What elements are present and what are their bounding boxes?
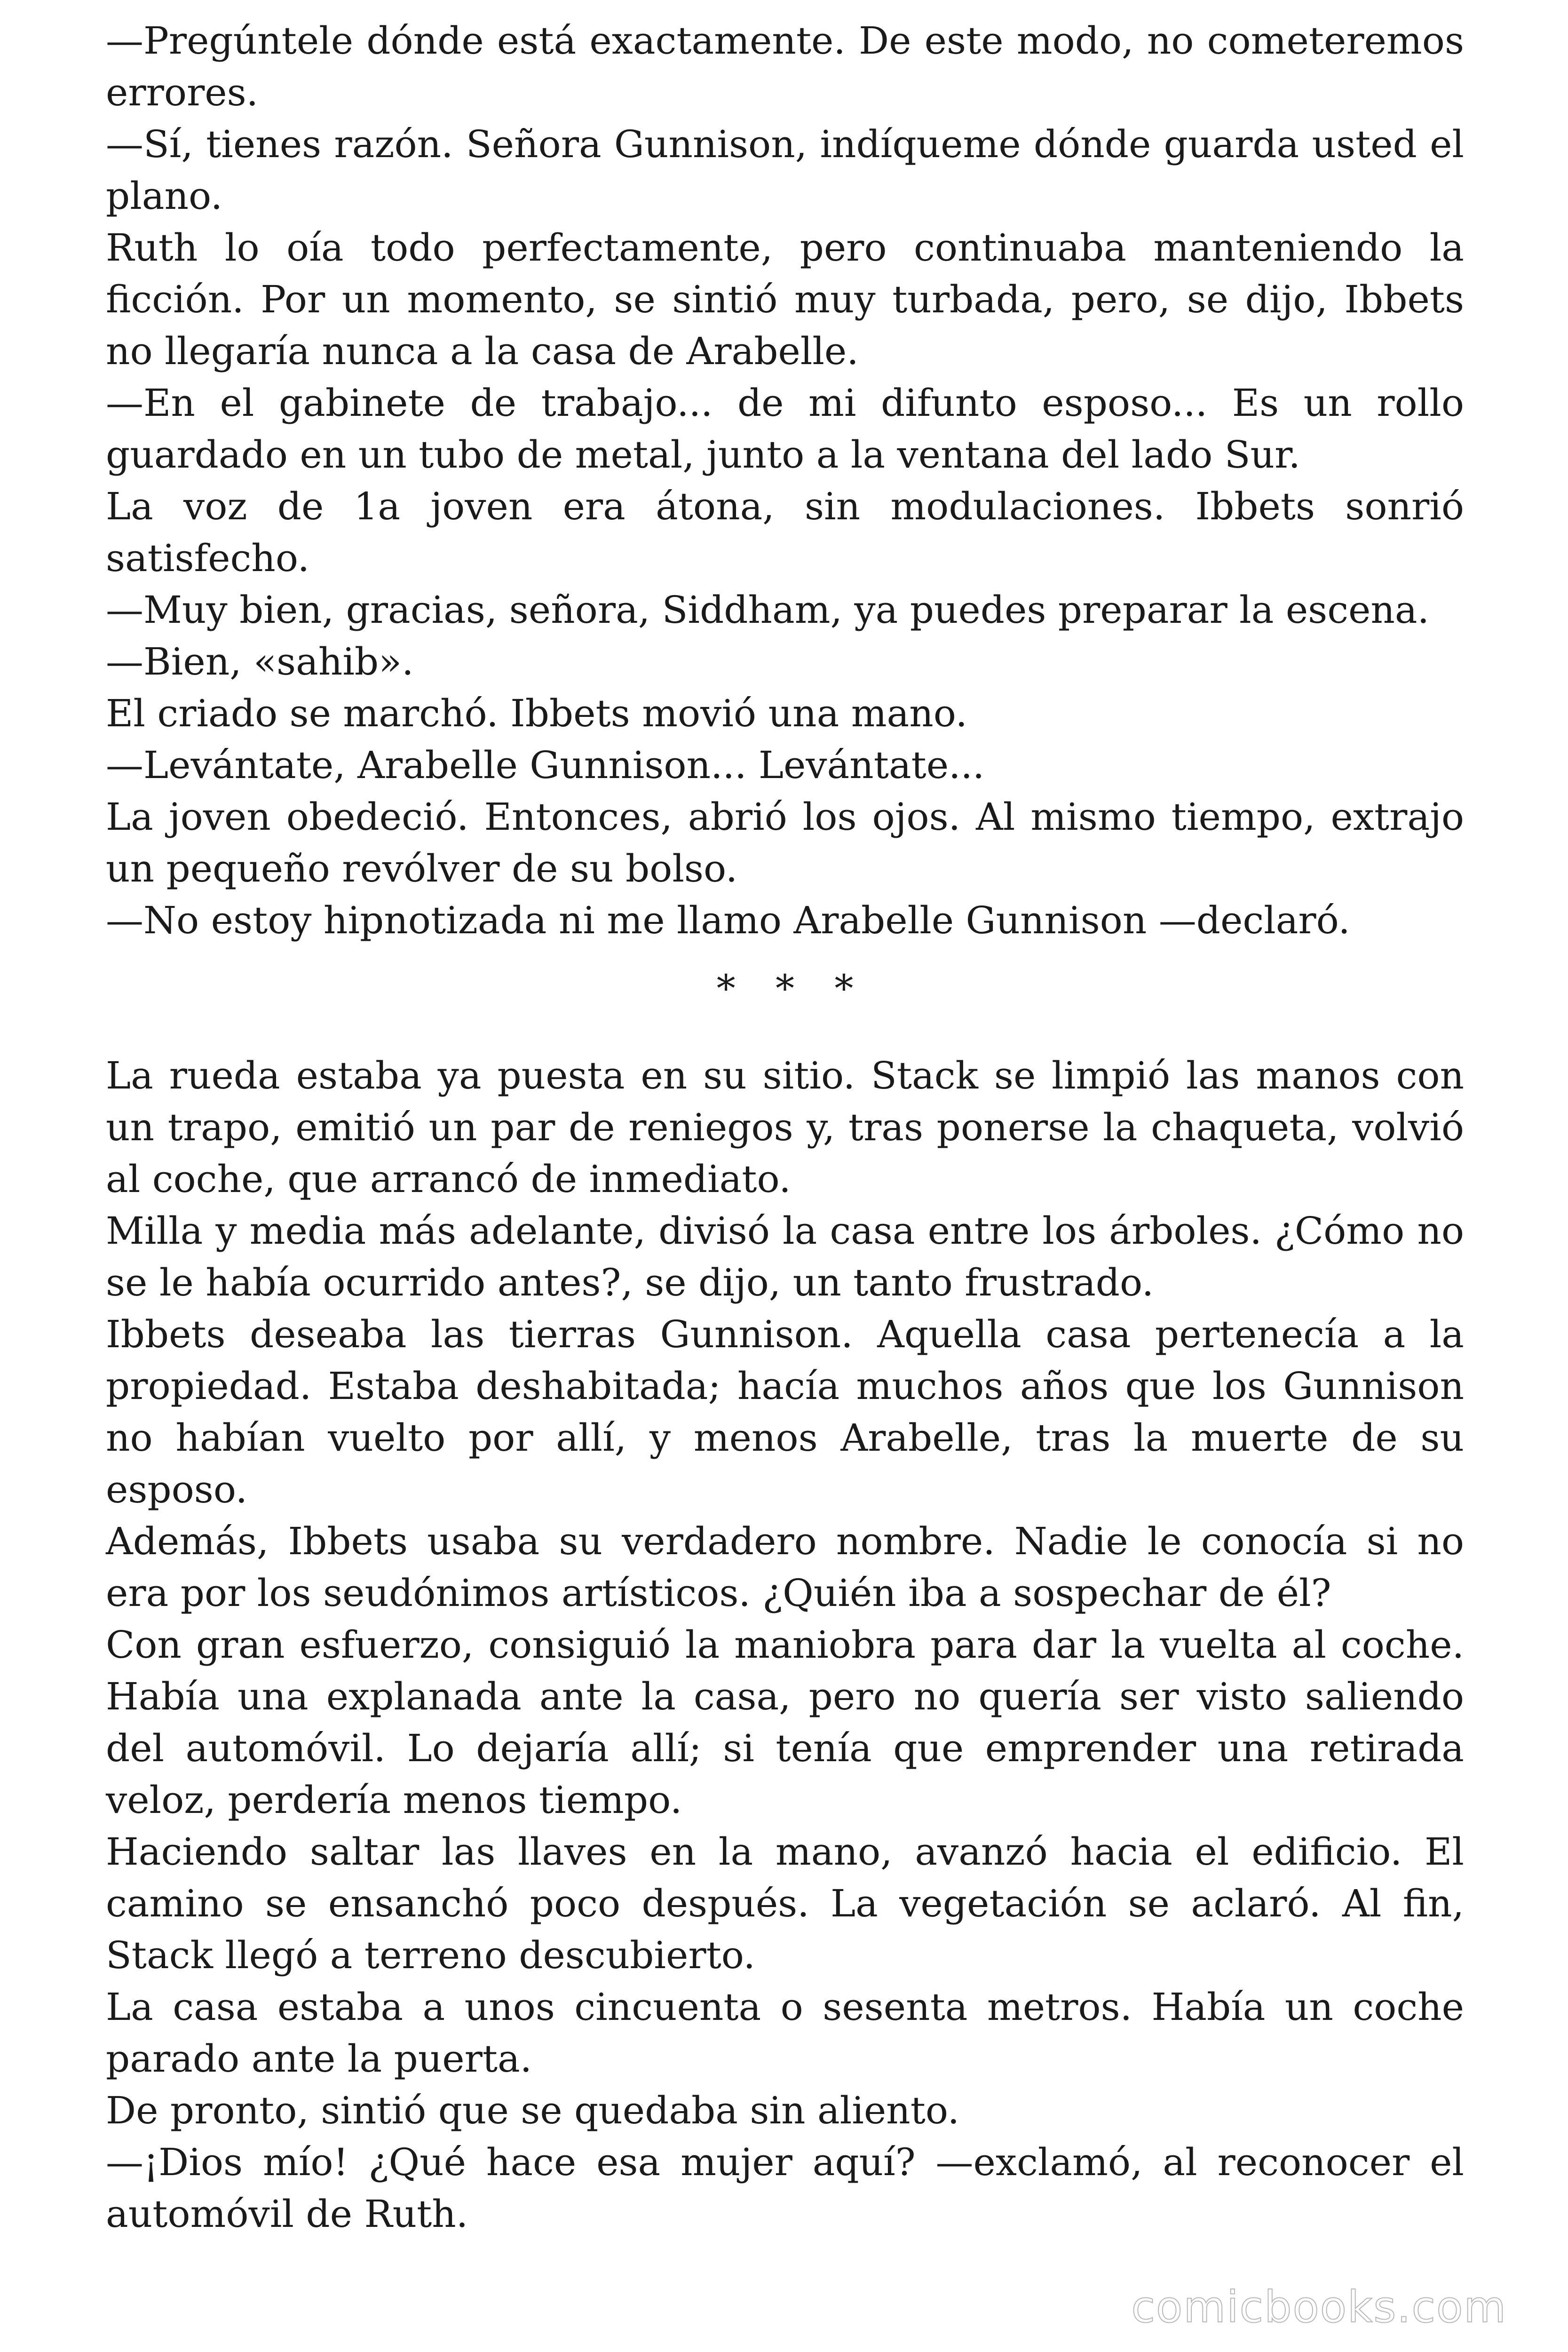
paragraph: —Muy bien, gracias, señora, Siddham, ya puedes preparar la escena. [106, 588, 1430, 632]
paragraph: Haciendo saltar las llaves en la mano, avanzó hacia el edificio. El camino se ensanchó poco después. La vegetación se aclaró. Al fin, Stack llegó a terreno descubierto. [106, 1830, 1464, 1977]
paragraph: —¡Dios mío! ¿Qué hace esa mujer aquí? —exclamó, al reconocer el automóvil de Ruth. [106, 2140, 1464, 2236]
paragraph: —Sí, tienes razón. Señora Gunnison, indíqueme dónde guarda usted el plano. [106, 122, 1464, 218]
paragraph: La casa estaba a unos cincuenta o sesenta metros. Había un coche parado ante la puerta. [106, 1985, 1464, 2081]
paragraph: —No estoy hipnotizada ni me llamo Arabelle Gunnison —declaró. [106, 898, 1350, 942]
paragraph: La rueda estaba ya puesta en su sitio. Stack se limpió las manos con un trapo, emitió un par de reniegos y, tras ponerse la chaqueta, volvió al coche, que arrancó de inmediato. [106, 1054, 1464, 1201]
paragraph: La voz de 1a joven era átona, sin modulaciones. Ibbets sonrió satisfecho. [106, 485, 1464, 580]
paragraph: De pronto, sintió que se quedaba sin aliento. [106, 2089, 960, 2132]
page-body [106, 15, 1464, 2240]
paragraph: La joven obedeció. Entonces, abrió los ojos. Al mismo tiempo, extrajo un pequeño revólver de su bolso. [106, 795, 1464, 890]
watermark: comicbooks.com [1131, 2282, 1507, 2332]
paragraph: El criado se marchó. Ibbets movió una mano. [106, 691, 967, 735]
paragraph: —En el gabinete de trabajo... de mi difunto esposo... Es un rollo guardado en un tubo de metal, junto a la ventana del lado Sur. [106, 381, 1464, 477]
section-separator: * * * [716, 967, 868, 1010]
paragraph: Con gran esfuerzo, consiguió la maniobra para dar la vuelta al coche. Había una explanada ante la casa, pero no quería ser visto saliendo del automóvil. Lo dejaría allí; si tenía que emprender una retirada veloz, perdería menos tiempo. [106, 1623, 1464, 1822]
paragraph: Ruth lo oía todo perfectamente, pero continuaba manteniendo la ficción. Por un momento, se sintió muy turbada, pero, se dijo, Ibbets no llegaría nunca a la casa de Arabelle. [106, 226, 1464, 373]
paragraph: Ibbets deseaba las tierras Gunnison. Aquella casa pertenecía a la propiedad. Estaba deshabitada; hacía muchos años que los Gunnison no habían vuelto por allí, y menos Arabelle, tras la muerte de su esposo. [106, 1312, 1464, 1511]
paragraph: —Bien, «sahib». [106, 640, 414, 683]
paragraph: —Pregúntele dónde está exactamente. De este modo, no cometeremos errores. [106, 19, 1464, 114]
paragraph: Milla y media más adelante, divisó la casa entre los árboles. ¿Cómo no se le había ocurrido antes?, se dijo, un tanto frustrado. [106, 1209, 1464, 1304]
paragraph: Además, Ibbets usaba su verdadero nombre. Nadie le conocía si no era por los seudónimos artísticos. ¿Quién iba a sospechar de él? [106, 1519, 1464, 1615]
paragraph: —Levántate, Arabelle Gunnison... Levántate... [106, 743, 985, 787]
